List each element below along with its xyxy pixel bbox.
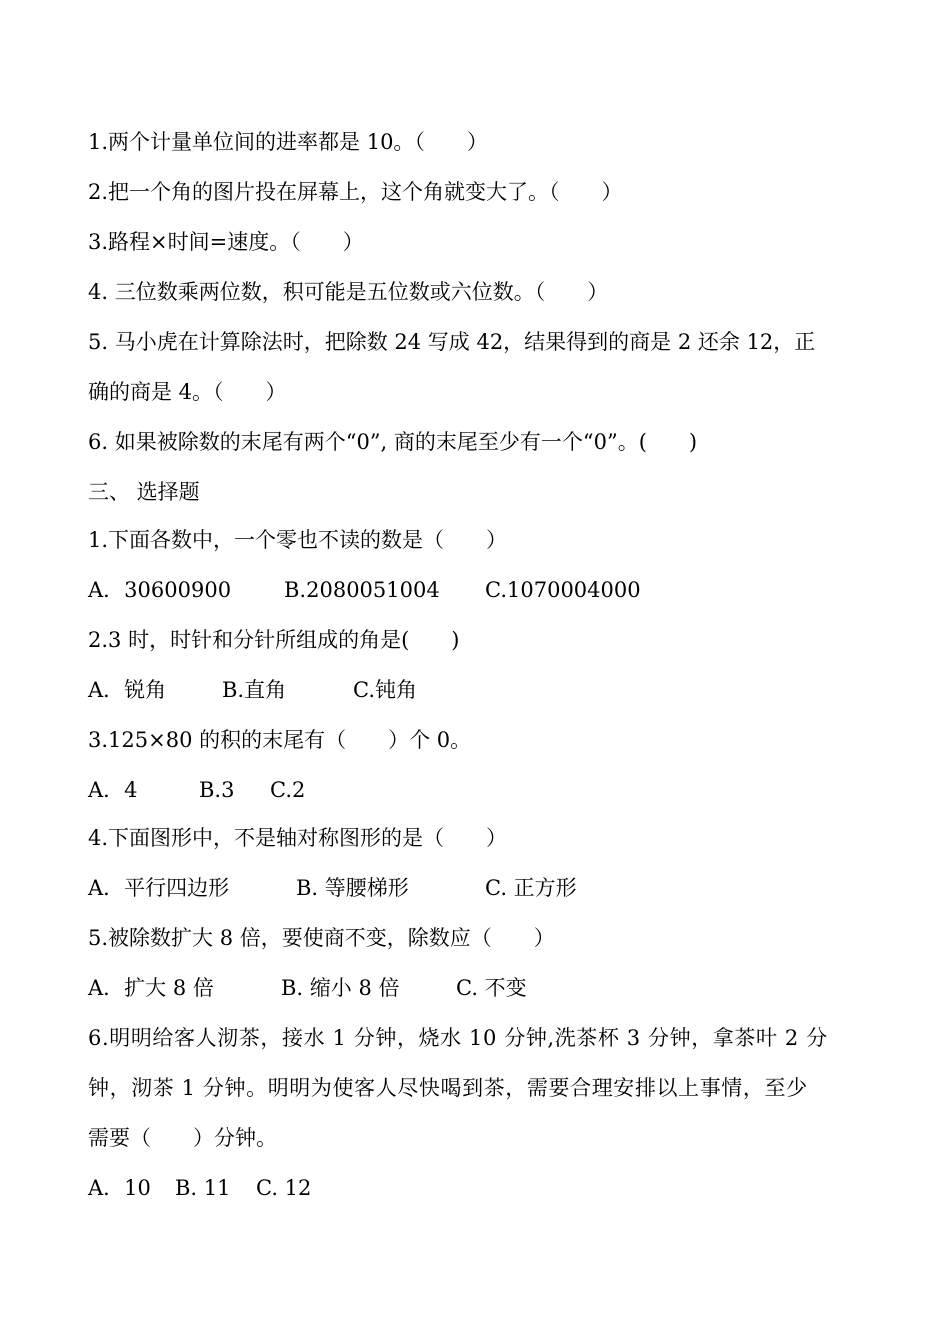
judgement-item-5-line-2: 确的商是 4。（ ）: [88, 380, 287, 404]
choice-q6-stem-line-2: 钟，沏茶 1 分钟。明明为使客人尽快喝到茶，需要合理安排以上事情，至少: [88, 1076, 808, 1100]
choice-q4-option-c: C. 正方形: [485, 876, 577, 900]
choice-q6-stem-line-1: 6.明明给客人沏茶，接水 1 分钟，烧水 10 分钟,洗茶杯 3 分钟，拿茶叶 2 分: [88, 1026, 828, 1050]
judgement-item-5-line-1: 5. 马小虎在计算除法时，把除数 24 写成 42，结果得到的商是 2 还余 12，正: [88, 330, 816, 354]
choice-q2-option-a: A．锐角: [88, 678, 167, 702]
choice-q5-stem: 5.被除数扩大 8 倍，要使商不变，除数应（ ）: [88, 926, 555, 950]
choice-q1-stem: 1.下面各数中，一个零也不读的数是（ ）: [88, 528, 508, 552]
choice-q2-option-b: B.直角: [222, 678, 287, 702]
choice-q5-option-b: B. 缩小 8 倍: [281, 976, 400, 1000]
section-title: 三、 选择题: [88, 480, 200, 504]
choice-q1-option-b: B.2080051004: [284, 578, 440, 602]
choice-q5-options: [88, 974, 880, 1002]
choice-q1-option-c: C.1070004000: [485, 578, 641, 602]
choice-q1-options: [88, 576, 880, 604]
choice-q2-options: [88, 676, 880, 704]
judgement-item-1: 1.两个计量单位间的进率都是 10。（ ）: [88, 130, 488, 154]
choice-q3-option-b: B.3: [199, 778, 235, 802]
choice-q6-option-a: A．10: [88, 1176, 151, 1200]
choice-q5-option-c: C. 不变: [456, 976, 527, 1000]
choice-q4-options: [88, 874, 880, 902]
choice-q3-option-c: C.2: [270, 778, 306, 802]
choice-q6-option-c: C. 12: [256, 1176, 312, 1200]
choice-q3-options: [88, 776, 880, 804]
choice-q6-stem-line-3: 需要（ ）分钟。: [88, 1126, 277, 1150]
choice-q2-stem: 2.3 时，时针和分针所组成的角是( ): [88, 628, 460, 652]
judgement-item-6: 6. 如果被除数的末尾有两个“0”, 商的末尾至少有一个“0”。( ): [88, 430, 698, 454]
judgement-item-4: 4. 三位数乘两位数，积可能是五位数或六位数。（ ）: [88, 280, 609, 304]
judgement-item-3: 3.路程×时间=速度。（ ）: [88, 230, 364, 254]
choice-q4-option-b: B. 等腰梯形: [296, 876, 409, 900]
choice-q6-options: [88, 1174, 880, 1202]
choice-q6-option-b: B. 11: [175, 1176, 231, 1200]
choice-q4-stem: 4.下面图形中，不是轴对称图形的是（ ）: [88, 826, 508, 850]
choice-q4-option-a: A．平行四边形: [88, 876, 230, 900]
choice-q3-option-a: A．4: [88, 778, 138, 802]
choice-q1-option-a: A．30600900: [88, 578, 232, 602]
choice-q3-stem: 3.125×80 的积的末尾有（ ）个 0。: [88, 728, 472, 752]
choice-q2-option-c: C.钝角: [353, 678, 417, 702]
choice-q5-option-a: A．扩大 8 倍: [88, 976, 214, 1000]
judgement-item-2: 2.把一个角的图片投在屏幕上，这个角就变大了。（ ）: [88, 180, 623, 204]
